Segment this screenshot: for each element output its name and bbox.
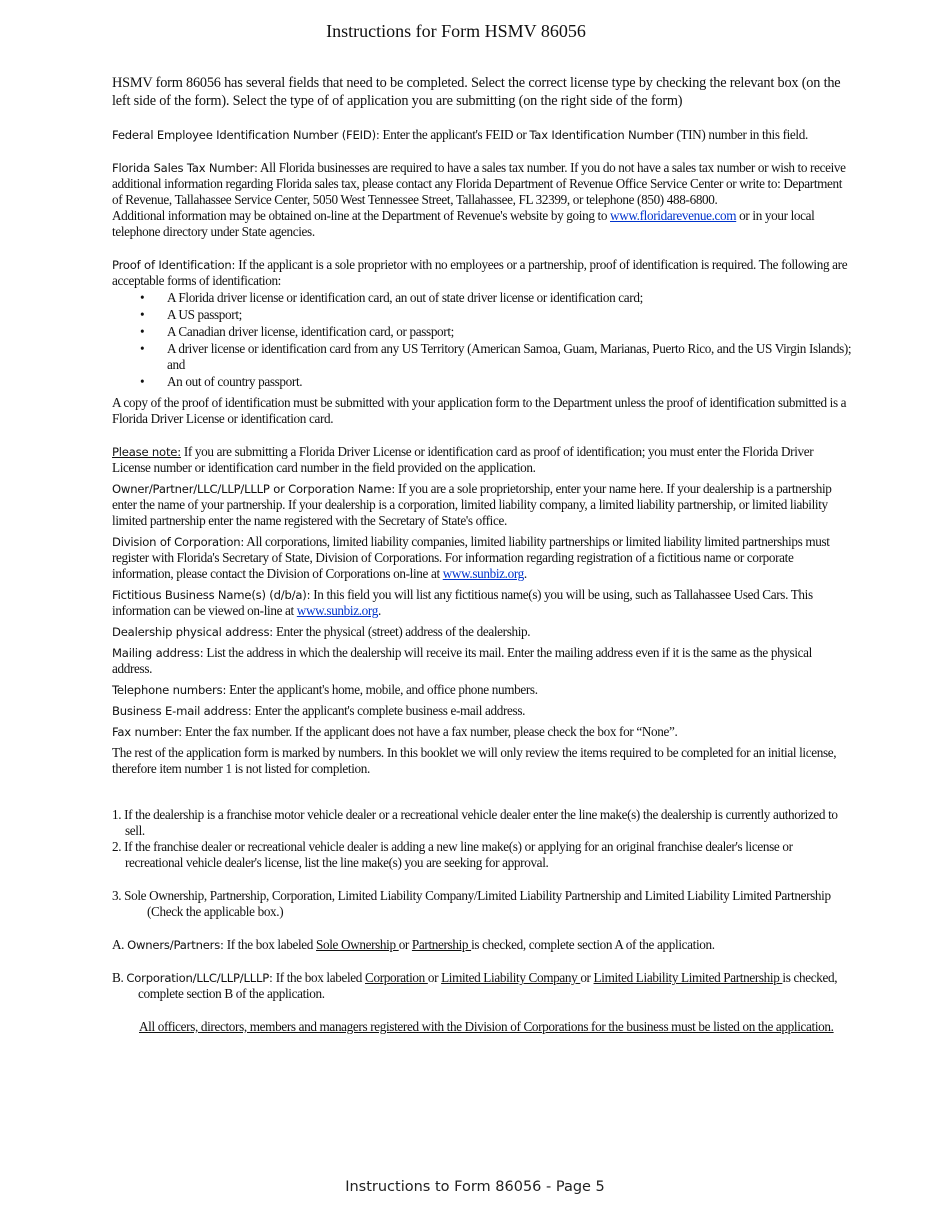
note-label: Please note:: [112, 445, 181, 459]
list-item: • A US passport;: [112, 307, 852, 323]
mailing-text: List the address in which the dealership will receive its mail. Enter the mailing address even if it is the same as the physical address.: [112, 645, 812, 676]
item-3: 3. Sole Ownership, Partnership, Corporation, Limited Liability Company/Limited Liability Partnership and Limited Liability Limited Partnership (Check the applicable box.): [112, 888, 831, 919]
corporation-label: Corporation/LLC/LLP/LLLP:: [126, 971, 273, 985]
telephone-label: Telephone numbers:: [112, 683, 227, 697]
item-3a-prefix: A.: [112, 937, 128, 952]
owner-text: If you are a sole proprietorship, enter your name here. If your dealership is a partnership enter the name of your partnership. If your dealership is a corporation, limited liability company, a limited liability partnership, or limited liability limited partnership enter the name registered with the Secretary of State's office.: [112, 481, 832, 528]
mailing-section: [112, 645, 852, 677]
division-text: All corporations, limited liability companies, limited liability partnerships or limited liability limited partnerships must register with Florida's Secretary of State, Division of Corporations. For information regarding registration of a fictitious name or corporate information, please contact the Division of Corporations on-line at: [112, 534, 830, 581]
intro-paragraph: HSMV form 86056 has several fields that need to be completed. Select the correct license type by checking the relevant box (on the left side of the form). Select the type of of application you are submitting (on the right side of the form): [112, 75, 841, 109]
floridarevenue-link[interactable]: www.floridarevenue.com: [610, 208, 737, 223]
sales-tax-text-3: or in your local telephone directory under State agencies.: [112, 208, 815, 239]
email-section: [112, 703, 852, 719]
partnership-text: Partnership: [411, 937, 472, 952]
item-3b-prefix: B.: [112, 970, 127, 985]
lllp-text: Limited Liability Limited Partnership: [593, 970, 783, 985]
division-section: [112, 534, 852, 582]
fax-text: Enter the fax number. If the applicant does not have a fax number, please check the box for “None”.: [182, 724, 678, 739]
mailing-label: Mailing address:: [112, 646, 204, 660]
telephone-section: [112, 682, 852, 698]
fictitious-section: [112, 587, 852, 619]
item-2: 2. If the franchise dealer or recreational vehicle dealer is adding a new line make(s) or applying for an original franchise dealer's license or recreational vehicle dealer's license, list the line make(s) you are seeking for approval.: [112, 839, 793, 870]
telephone-text: Enter the applicant's home, mobile, and office phone numbers.: [226, 682, 538, 697]
item-1: 1. If the dealership is a franchise motor vehicle dealer or a recreational vehicle dealer enter the line make(s) the dealership is currently authorized to sell.: [112, 807, 838, 838]
id-forms-list: [112, 290, 852, 390]
item-3a-t3: is checked, complete section A of the application.: [471, 937, 715, 952]
physical-section: [112, 624, 852, 640]
llc-text: Limited Liability Company: [441, 970, 581, 985]
email-text: Enter the applicant's complete business e-mail address.: [251, 703, 526, 718]
proof-label: Proof of Identification:: [112, 258, 236, 272]
proof-after: A copy of the proof of identification must be submitted with your application form to the Department unless the proof of identification submitted is a Florida Driver License or identification card.: [112, 395, 847, 426]
sales-tax-text: All Florida businesses are required to have a sales tax number. If you do not have a sales tax number or wish to receive additional information regarding Florida sales tax, please contact any Florida Department of Revenue Office Service Center or write to: Department of Revenue, Tallahassee Service Center, 5050 West Tennessee Street, Tallahassee, FL 32399, or telephone (850) 488-6800.: [112, 160, 846, 207]
instructions-body: [112, 74, 852, 1035]
list-item: • A Canadian driver license, identification card, or passport;: [112, 324, 852, 340]
physical-label: Dealership physical address:: [112, 625, 274, 639]
feid-label: Federal Employee Identification Number (FEID):: [112, 128, 380, 142]
note-text: If you are submitting a Florida Driver License or identification card as proof of identification; you must enter the Florida Driver License number or identification card number in the field provided on the application.: [112, 444, 814, 475]
fax-section: [112, 724, 852, 740]
feid-section: [112, 127, 852, 143]
sales-tax-label: Florida Sales Tax Number:: [112, 161, 258, 175]
sunbiz-link[interactable]: www.sunbiz.org: [442, 566, 524, 581]
page-footer: Instructions to Form 86056 - Page 5: [345, 1179, 605, 1195]
page-title: Instructions for Form HSMV 86056: [326, 21, 586, 41]
note-section: [112, 444, 852, 476]
sunbiz-link-2[interactable]: www.sunbiz.org: [296, 603, 378, 618]
proof-text: If the applicant is a sole proprietor with no employees or a partnership, proof of identification is required. The following are acceptable forms of identification:: [112, 257, 848, 288]
item-3b-t2: or: [427, 970, 442, 985]
list-item: • A Florida driver license or identification card, an out of state driver license or identification card;: [112, 290, 852, 306]
sales-tax-more: [112, 208, 852, 240]
item-3a: [112, 937, 852, 953]
sole-ownership-text: Sole Ownership: [316, 937, 399, 952]
item-3a-t1: If the box labeled: [223, 937, 317, 952]
fax-label: Fax number:: [112, 725, 183, 739]
item-3b-t4: is checked, complete section B of the application.: [138, 970, 838, 1001]
fictitious-end: .: [377, 603, 381, 618]
owner-section: [112, 481, 852, 529]
rest-paragraph: The rest of the application form is marked by numbers. In this booklet we will only review the items required to be completed for an initial license, therefore item number 1 is not listed for completion.: [112, 745, 837, 776]
feid-text-2: (TIN) number in this field.: [673, 127, 808, 142]
item-3a-t2: or: [398, 937, 412, 952]
item-3b-t1: If the box labeled: [272, 970, 365, 985]
proof-section: [112, 257, 852, 289]
fictitious-text: In this field you will list any fictitious name(s) you will be using, such as Tallahassee Used Cars. This information can be viewed on-line at: [112, 587, 813, 618]
sales-tax-text-2: Additional information may be obtained on-line at the Department of Revenue's website by going to: [112, 208, 611, 223]
list-item: • An out of country passport.: [112, 374, 852, 390]
feid-text: Enter the applicant's FEID or: [379, 127, 530, 142]
fictitious-label: Fictitious Business Name(s) (d/b/a):: [112, 588, 311, 602]
officers-note: All officers, directors, members and managers registered with the Division of Corporations for the business must be listed on the application.: [139, 1019, 834, 1034]
division-end: .: [523, 566, 527, 581]
division-label: Division of Corporation:: [112, 535, 245, 549]
tin-label: Tax Identification Number: [529, 128, 674, 142]
list-item: • A driver license or identification card from any US Territory (American Samoa, Guam, Marianas, Puerto Rico, and the US Virgin Islands); and: [112, 341, 852, 373]
item-3b-t3: or: [580, 970, 594, 985]
item-3b: [112, 970, 852, 1002]
owners-partners-label: Owners/Partners:: [127, 938, 224, 952]
corporation-text: Corporation: [365, 970, 428, 985]
owner-label: Owner/Partner/LLC/LLP/LLLP or Corporation Name:: [112, 482, 396, 496]
sales-tax-section: [112, 160, 852, 208]
physical-text: Enter the physical (street) address of the dealership.: [273, 624, 531, 639]
email-label: Business E-mail address:: [112, 704, 252, 718]
